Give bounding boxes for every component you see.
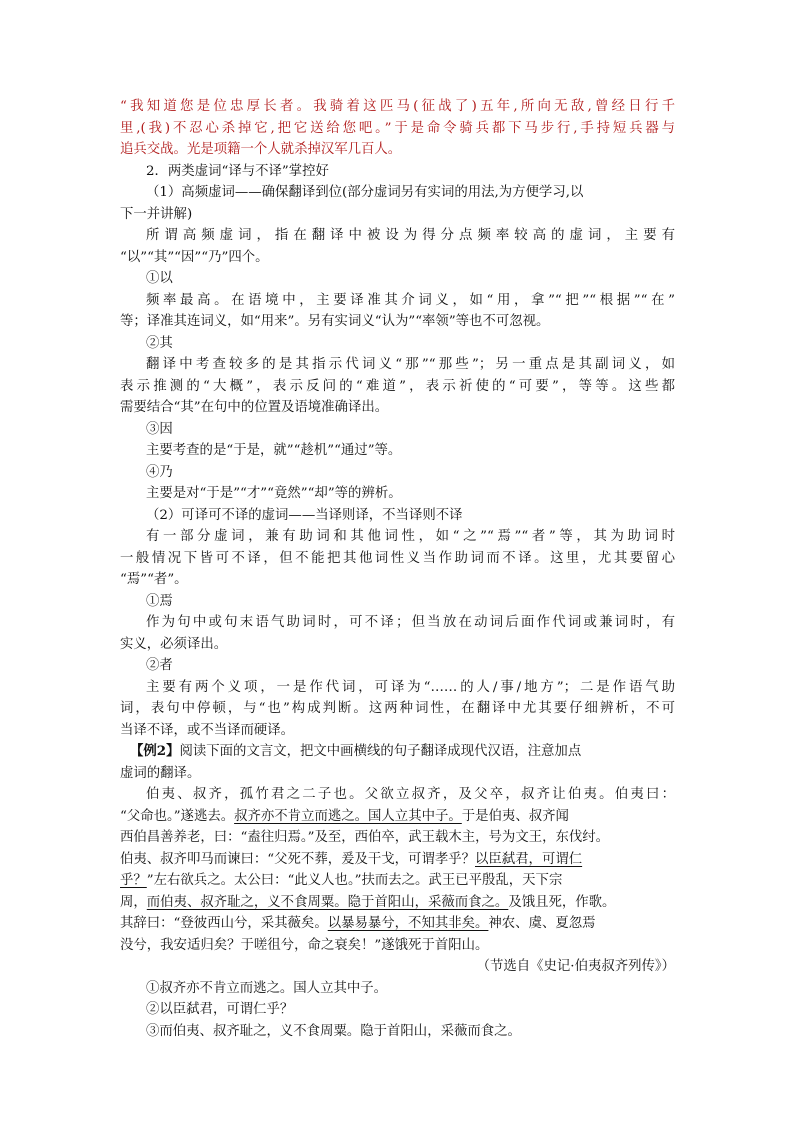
qi-text-line-2: 表示推测的“大概”，表示反问的“难道”，表示祈使的“可要”，等等。这些都 — [120, 378, 675, 394]
yi-title: ①以 — [146, 271, 173, 286]
yan-title: ①焉 — [146, 593, 173, 609]
example-intro-text: 阅读下面的文言文，把文中画横线的句子翻译成现代汉语，注意加点 — [179, 744, 582, 759]
passage-text: “父命也。”遂逃去。 — [120, 808, 235, 824]
zhe-text-line-1: 主要有两个义项，一是作代词，可译为“……的人/事/地方”；二是作语气助 — [146, 679, 675, 695]
passage-line-1: 伯夷、叔齐，孤竹君之二子也。父欲立叔齐，及父卒，叔齐让伯夷。伯夷曰： — [146, 787, 675, 802]
yan-text-line-2: 实义，必须译出。 — [120, 636, 228, 652]
passage-line-7 — [120, 913, 675, 935]
yin-title: ③因 — [146, 421, 173, 437]
yi-text-line-2: 等；译准其连词义，如“用来”。另有实词义“认为”“率领”等也不可忽视。 — [120, 314, 550, 329]
nai-text: 主要是对“于是”“才”“竟然”“却”等的辨析。 — [146, 486, 402, 501]
zhe-text-line-3: 当译不译，或不当译而硬译。 — [120, 722, 295, 738]
passage-text: 于是伯夷、叔齐闻 — [461, 808, 569, 824]
passage-text: 神农、虞、夏忽焉 — [488, 916, 596, 931]
yin-text: 主要考查的是“于是，就”“趁机”“通过”等。 — [146, 443, 402, 458]
section-2-heading: 2．两类虚词“译与不译”掌控好 — [146, 163, 329, 179]
optional-para-line-3: “焉”“者”。 — [120, 572, 188, 587]
underlined-sentence-3: 而伯夷、叔齐耻之，义不食周粟。隐于首阳山，采薇而食之。 — [146, 894, 509, 910]
qi-title: ②其 — [146, 335, 173, 351]
question-3: ③而伯夷、叔齐耻之，义不食周粟。隐于首阳山，采薇而食之。 — [146, 1023, 521, 1039]
passage-line-4 — [120, 849, 675, 871]
passage-text: 伯夷、叔齐叩马而谏曰：“父死不葬，爰及干戈，可谓孝乎？ — [120, 851, 475, 867]
underlined-sentence-2b: 乎？ — [120, 873, 147, 888]
passage-text: 及饿且死，作歌。 — [508, 894, 616, 910]
optional-para-line-2: 一般情况下皆可不译，但不能把其他词性义当作助词而不译。这里，尤其要留心 — [120, 550, 675, 566]
optional-para-line-1: 有一部分虚词，兼有助词和其他词性，如“之”“焉”“者”等，其为助词时 — [146, 529, 675, 544]
sub2-heading: （2）可译可不译的虚词——当译则译，不当译则不译 — [146, 507, 463, 523]
passage-line-3: 西伯昌善养老，曰：“盍往归焉。”及至，西伯卒，武王载木主，号为文王，东伐纣。 — [120, 830, 610, 845]
example-intro-line-2: 虚词的翻译。 — [120, 765, 201, 781]
zhe-text-line-2: 词，表句中停顿，与“也”构成判断。这两种词性，在翻译中尤其要仔细辨析，不可 — [120, 701, 675, 716]
nai-title: ④乃 — [146, 464, 173, 480]
example-intro-line-1 — [120, 741, 675, 763]
source-citation: （节选自《史记·伯夷叔齐列传》） — [476, 959, 675, 974]
passage-text: 周， — [120, 894, 147, 910]
high-freq-para-line-1: 所谓高频虚词，指在翻译中被设为得分点频率较高的虚词，主要有 — [146, 228, 675, 243]
underlined-sentence-1: 叔齐亦不肯立而逃之。国人立其中子。 — [234, 808, 462, 824]
passage-line-2 — [120, 806, 675, 828]
intro-red-line-3: 追兵交战。光是项籍一个人就杀掉汉军几百人。 — [120, 142, 402, 157]
question-2: ②以臣弑君，可谓仁乎？ — [146, 1002, 294, 1017]
document-page — [120, 96, 675, 1042]
sub1-heading-line-2: 下一并讲解) — [120, 206, 193, 222]
passage-line-6 — [120, 892, 675, 914]
underlined-sentence-2a: 以臣弑君，可谓仁 — [475, 851, 583, 867]
qi-text-line-3: 需要结合“其”在句中的位置及语境准确译出。 — [120, 400, 389, 415]
passage-line-8: 没兮，我安适归矣？于嗟徂兮，命之衰矣！”遂饿死于首阳山。 — [120, 937, 489, 953]
intro-red-line-2: 里,(我)不忍心杀掉它,把它送给您吧。”于是命令骑兵都下马步行,手持短兵器与 — [120, 120, 675, 136]
yi-text-line-1: 频率最高。在语境中，主要译准其介词义，如“用，拿”“把”“根据”“在” — [146, 292, 675, 308]
high-freq-para-line-2: “以”“其”“因”“乃”四个。 — [120, 249, 269, 265]
passage-text: 其辞曰：“登彼西山兮，采其薇矣。 — [120, 916, 328, 931]
passage-text: ”左右欲兵之。太公曰：“此义人也。”扶而去之。武王已平殷乱，天下宗 — [146, 873, 563, 888]
passage-line-5 — [120, 870, 675, 892]
yan-text-line-1: 作为句中或句末语气助词时，可不译；但当放在动词后面作代词或兼词时，有 — [146, 615, 675, 630]
intro-red-line-1: “我知道您是位忠厚长者。我骑着这匹马(征战了)五年,所向无敌,曾经日行千 — [120, 99, 675, 114]
sub1-heading-line-1: （1）高频虚词——确保翻译到位(部分虚词另有实词的用法,为方便学习,以 — [146, 185, 584, 200]
underlined-sentence-4: 以暴易暴兮，不知其非矣。 — [327, 916, 489, 931]
example-tag: 【例2】 — [130, 743, 180, 759]
qi-text-line-1: 翻译中考查较多的是其指示代词义“那”“那些”；另一重点是其副词义，如 — [146, 357, 675, 372]
zhe-title: ②者 — [146, 658, 173, 673]
question-1: ①叔齐亦不肯立而逃之。国人立其中子。 — [146, 980, 388, 996]
